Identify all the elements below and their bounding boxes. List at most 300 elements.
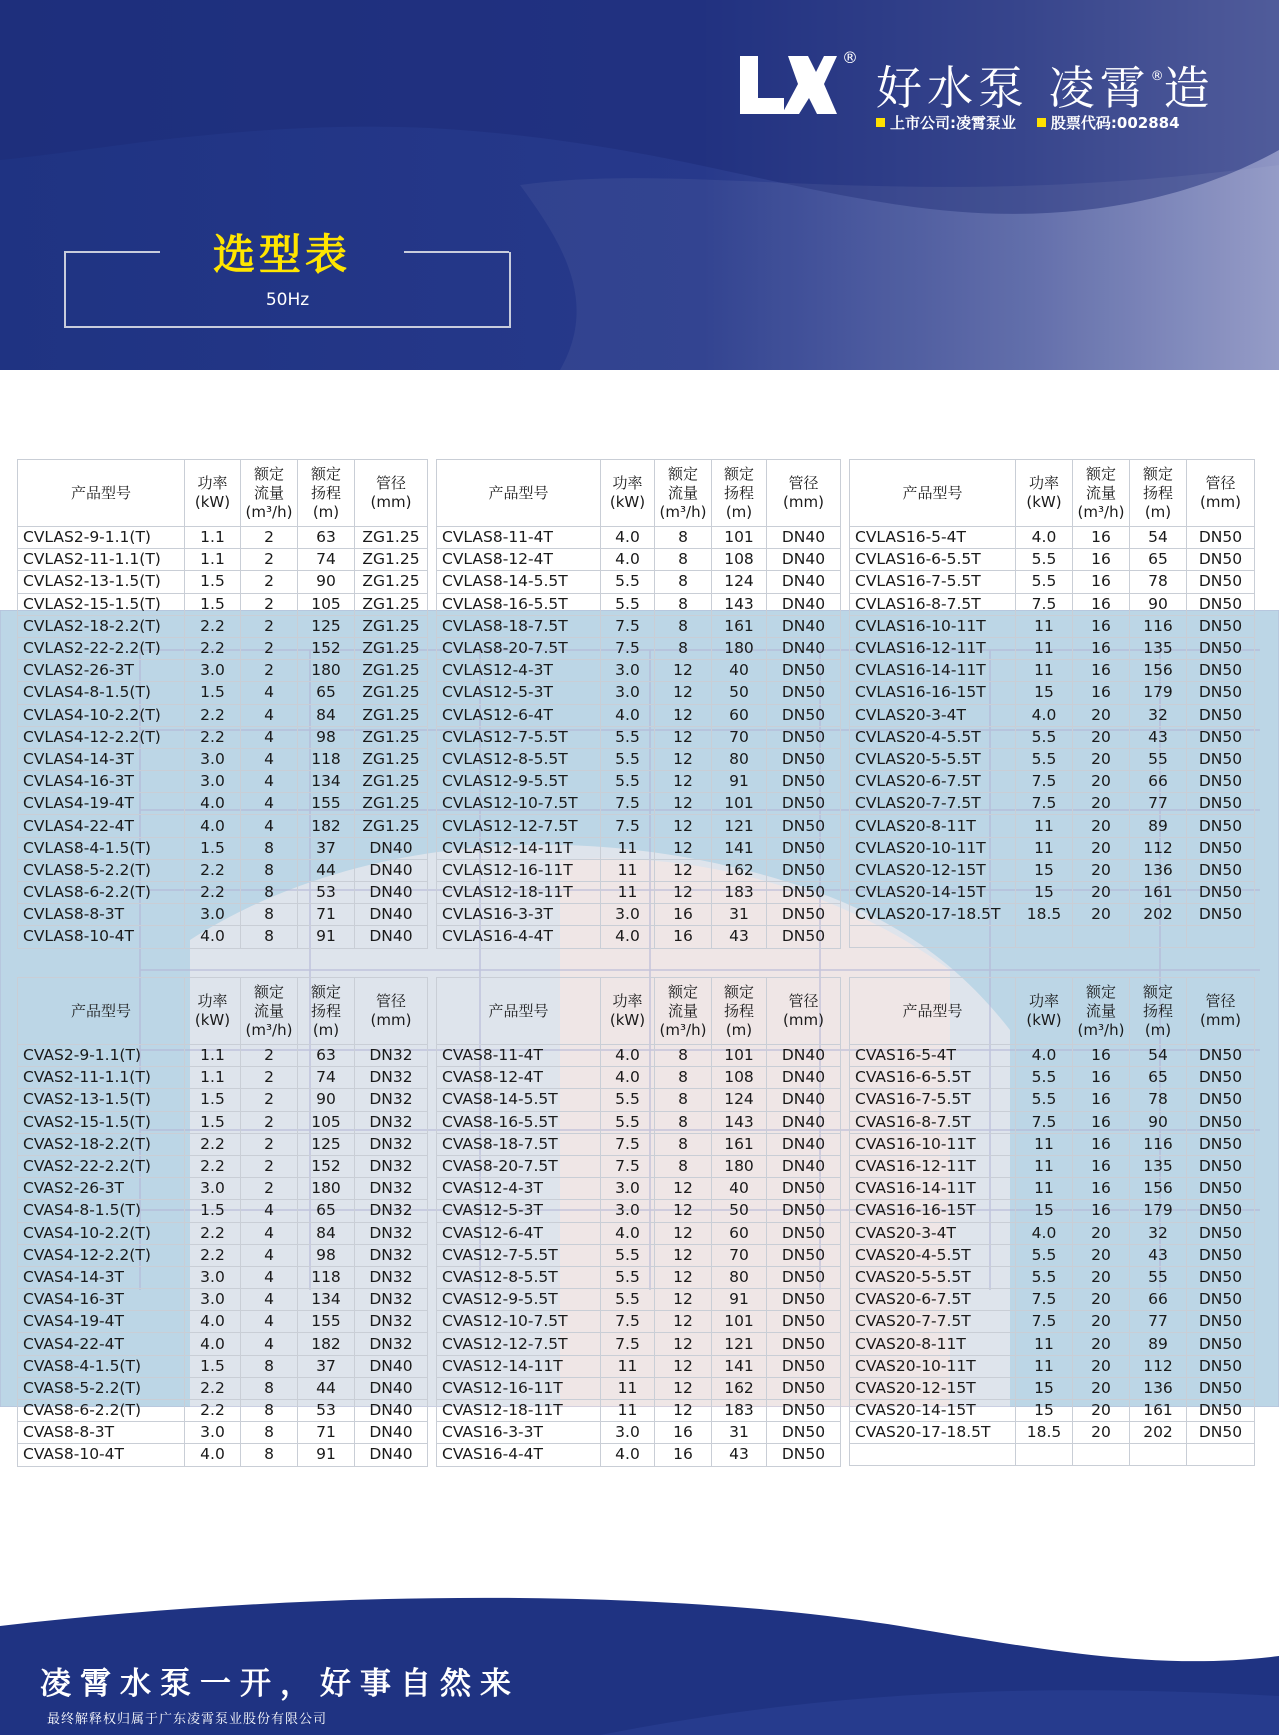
cell-flow: 12 [655, 1355, 712, 1377]
cell-flow: 16 [1073, 549, 1130, 571]
table-row [437, 1089, 841, 1111]
table-row [437, 1111, 841, 1133]
cell-flow: 4 [241, 682, 298, 704]
cell-pipe: DN50 [767, 1400, 841, 1422]
cell-model: CVAS4-16-3T [18, 1289, 185, 1311]
cell-head: 89 [1130, 1333, 1187, 1355]
cell-flow: 4 [241, 1333, 298, 1355]
header-model: 产品型号 [437, 978, 601, 1045]
cell-model: CVLAS8-14-5.5T [437, 571, 601, 593]
cell-model: CVAS4-22-4T [18, 1333, 185, 1355]
cell-model: CVAS8-6-2.2(T) [18, 1400, 185, 1422]
cell-power: 7.5 [1016, 593, 1073, 615]
cell-head: 101 [712, 1311, 767, 1333]
header-power: 功率 (kW) [1016, 460, 1073, 527]
cell-model: CVLAS16-7-5.5T [850, 571, 1016, 593]
cell-model: CVAS4-19-4T [18, 1311, 185, 1333]
cell-flow: 20 [1073, 748, 1130, 770]
cell-head: 183 [712, 882, 767, 904]
cell-head: 90 [1130, 1111, 1187, 1133]
table-row [437, 1045, 841, 1067]
cell-model: CVLAS2-22-2.2(T) [18, 637, 185, 659]
table-row [18, 1266, 428, 1288]
cell-power: 4.0 [185, 1311, 241, 1333]
cell-model: CVAS2-13-1.5(T) [18, 1089, 185, 1111]
cell-head: 121 [712, 1333, 767, 1355]
cell-flow: 20 [1073, 882, 1130, 904]
cell-flow: 4 [241, 1222, 298, 1244]
cell-power: 7.5 [601, 615, 655, 637]
cell-model: CVAS12-8-5.5T [437, 1266, 601, 1288]
slogan-part-c: 造 [1163, 61, 1215, 115]
cell-flow: 12 [655, 882, 712, 904]
cell-power: 7.5 [1016, 771, 1073, 793]
cell-empty [1016, 1444, 1073, 1466]
cell-pipe: DN50 [1187, 837, 1255, 859]
table-row [437, 859, 841, 881]
cell-head: 66 [1130, 1289, 1187, 1311]
cell-flow: 2 [241, 1133, 298, 1155]
cell-empty [1073, 1444, 1130, 1466]
cell-pipe: DN50 [767, 793, 841, 815]
cell-pipe: DN50 [1187, 726, 1255, 748]
cell-empty [850, 1444, 1016, 1466]
cell-head: 31 [712, 904, 767, 926]
cell-flow: 16 [1073, 1045, 1130, 1067]
table-header-row [18, 460, 428, 527]
table-row [437, 1266, 841, 1288]
cell-head: 124 [712, 1089, 767, 1111]
title-frame-line-right [404, 251, 509, 253]
cell-head: 124 [712, 571, 767, 593]
cell-flow: 8 [241, 1444, 298, 1466]
cell-head: 179 [1130, 1200, 1187, 1222]
cell-empty [1130, 1444, 1187, 1466]
table-row [18, 1111, 428, 1133]
cell-flow: 20 [1073, 1244, 1130, 1266]
cell-power: 4.0 [601, 527, 655, 549]
cell-flow: 8 [655, 527, 712, 549]
cell-flow: 12 [655, 704, 712, 726]
cell-flow: 16 [1073, 1089, 1130, 1111]
cell-pipe: DN50 [1187, 1244, 1255, 1266]
table-row [18, 1200, 428, 1222]
cell-power: 7.5 [601, 637, 655, 659]
cell-head: 125 [298, 1133, 355, 1155]
table-row [437, 1222, 841, 1244]
cell-head: 105 [298, 1111, 355, 1133]
cell-flow: 16 [1073, 571, 1130, 593]
cell-pipe: DN50 [767, 771, 841, 793]
cell-model: CVLAS4-14-3T [18, 748, 185, 770]
cell-pipe: DN50 [1187, 1200, 1255, 1222]
cell-head: 98 [298, 1244, 355, 1266]
cell-head: 65 [1130, 549, 1187, 571]
cell-model: CVLAS4-19-4T [18, 793, 185, 815]
cell-head: 54 [1130, 1045, 1187, 1067]
cell-power: 5.5 [601, 1089, 655, 1111]
cell-head: 180 [298, 1178, 355, 1200]
cell-pipe: DN32 [355, 1067, 428, 1089]
cell-flow: 8 [655, 571, 712, 593]
cell-pipe: DN32 [355, 1133, 428, 1155]
cell-pipe: DN50 [1187, 593, 1255, 615]
table-row [437, 682, 841, 704]
cell-head: 180 [712, 637, 767, 659]
table-row [850, 815, 1255, 837]
cell-flow: 4 [241, 793, 298, 815]
cell-model: CVAS8-4-1.5(T) [18, 1355, 185, 1377]
cell-model: CVLAS8-6-2.2(T) [18, 882, 185, 904]
cell-power: 2.2 [185, 1377, 241, 1399]
cell-power: 4.0 [1016, 1222, 1073, 1244]
cell-empty [1016, 926, 1073, 948]
cell-pipe: DN40 [767, 593, 841, 615]
cell-flow: 8 [655, 1155, 712, 1177]
cell-model: CVLAS12-10-7.5T [437, 793, 601, 815]
table-row [437, 1067, 841, 1089]
cell-model: CVLAS20-6-7.5T [850, 771, 1016, 793]
cell-power: 5.5 [601, 571, 655, 593]
cell-model: CVAS20-12-15T [850, 1377, 1016, 1399]
table-row [18, 704, 428, 726]
cell-head: 180 [298, 660, 355, 682]
cell-model: CVLAS2-11-1.1(T) [18, 549, 185, 571]
cell-flow: 12 [655, 771, 712, 793]
cell-head: 91 [712, 1289, 767, 1311]
table-row [850, 1178, 1255, 1200]
table-row [437, 882, 841, 904]
cell-head: 43 [712, 1444, 767, 1466]
cell-pipe: DN50 [1187, 637, 1255, 659]
cell-power: 7.5 [1016, 793, 1073, 815]
cell-flow: 12 [655, 1333, 712, 1355]
cell-power: 3.0 [601, 1422, 655, 1444]
cell-model: CVAS12-18-11T [437, 1400, 601, 1422]
table-row [18, 615, 428, 637]
cell-model: CVAS20-17-18.5T [850, 1422, 1016, 1444]
cell-flow: 8 [655, 1111, 712, 1133]
cell-power: 4.0 [601, 926, 655, 948]
cell-head: 135 [1130, 1155, 1187, 1177]
table-row [18, 1133, 428, 1155]
cell-head: 108 [712, 1067, 767, 1089]
table-row [18, 1400, 428, 1422]
cell-model: CVAS16-6-5.5T [850, 1067, 1016, 1089]
cell-head: 116 [1130, 615, 1187, 637]
cell-power: 4.0 [1016, 527, 1073, 549]
table-row [18, 1178, 428, 1200]
cell-head: 77 [1130, 1311, 1187, 1333]
header-power: 功率 (kW) [185, 460, 241, 527]
table-row [850, 527, 1255, 549]
cell-model: CVLAS20-5-5.5T [850, 748, 1016, 770]
cell-model: CVLAS12-6-4T [437, 704, 601, 726]
cell-pipe: DN40 [355, 1355, 428, 1377]
cell-flow: 2 [241, 593, 298, 615]
cell-flow: 12 [655, 726, 712, 748]
cell-head: 134 [298, 771, 355, 793]
cell-model: CVAS20-4-5.5T [850, 1244, 1016, 1266]
registered-mark-2: ® [1150, 69, 1164, 84]
cell-head: 183 [712, 1400, 767, 1422]
cell-empty [850, 926, 1016, 948]
table-row [18, 527, 428, 549]
cell-flow: 8 [655, 1133, 712, 1155]
cell-power: 3.0 [185, 1266, 241, 1288]
cell-pipe: DN40 [767, 615, 841, 637]
cell-flow: 20 [1073, 704, 1130, 726]
header-model: 产品型号 [18, 460, 185, 527]
registered-mark: ® [842, 48, 858, 67]
listed-company: 上市公司:凌霄泵业 [890, 114, 1016, 132]
table-row [18, 726, 428, 748]
header-head: 额定 扬程 (m) [298, 460, 355, 527]
table-row [18, 1311, 428, 1333]
table-row [850, 1422, 1255, 1444]
table-row [850, 1089, 1255, 1111]
cell-flow: 2 [241, 527, 298, 549]
header-model: 产品型号 [18, 978, 185, 1045]
cell-power: 5.5 [601, 726, 655, 748]
table-row [437, 926, 841, 948]
cell-flow: 20 [1073, 904, 1130, 926]
cell-flow: 2 [241, 1111, 298, 1133]
header-pipe: 管径 (mm) [355, 978, 428, 1045]
table-row [850, 1222, 1255, 1244]
cell-head: 143 [712, 593, 767, 615]
cell-power: 5.5 [601, 748, 655, 770]
cell-flow: 16 [1073, 682, 1130, 704]
cell-model: CVAS20-3-4T [850, 1222, 1016, 1244]
table-row [18, 660, 428, 682]
cell-head: 162 [712, 1377, 767, 1399]
cell-pipe: DN50 [1187, 1155, 1255, 1177]
cell-flow: 16 [1073, 1200, 1130, 1222]
header-pipe: 管径 (mm) [767, 978, 841, 1045]
table-row [18, 1444, 428, 1466]
cell-head: 84 [298, 704, 355, 726]
cell-model: CVAS20-8-11T [850, 1333, 1016, 1355]
cell-model: CVAS20-5-5.5T [850, 1266, 1016, 1288]
cell-flow: 12 [655, 748, 712, 770]
cell-model: CVLAS4-8-1.5(T) [18, 682, 185, 704]
table-row [437, 1200, 841, 1222]
cell-model: CVLAS12-16-11T [437, 859, 601, 881]
cell-pipe: DN40 [767, 1111, 841, 1133]
cell-model: CVLAS8-4-1.5(T) [18, 837, 185, 859]
table-row [437, 593, 841, 615]
cell-power: 3.0 [185, 660, 241, 682]
title-frame-line-left [64, 251, 160, 253]
cell-model: CVAS16-16-15T [850, 1200, 1016, 1222]
cell-power: 1.5 [185, 1111, 241, 1133]
cell-pipe: DN32 [355, 1333, 428, 1355]
cell-model: CVAS20-10-11T [850, 1355, 1016, 1377]
table-row [18, 1377, 428, 1399]
cell-model: CVLAS20-10-11T [850, 837, 1016, 859]
header-head: 额定 扬程 (m) [712, 978, 767, 1045]
cell-head: 101 [712, 1045, 767, 1067]
cell-flow: 4 [241, 1289, 298, 1311]
cell-flow: 20 [1073, 1333, 1130, 1355]
cell-power: 1.1 [185, 1067, 241, 1089]
header-flow: 额定 流量 (m³/h) [1073, 978, 1130, 1045]
cell-flow: 16 [655, 926, 712, 948]
cell-flow: 12 [655, 793, 712, 815]
cell-power: 11 [1016, 1133, 1073, 1155]
cell-empty [1187, 1444, 1255, 1466]
cell-head: 53 [298, 1400, 355, 1422]
cell-head: 90 [298, 571, 355, 593]
cell-power: 2.2 [185, 882, 241, 904]
cell-power: 1.5 [185, 571, 241, 593]
cell-head: 44 [298, 1377, 355, 1399]
cell-pipe: DN40 [767, 1089, 841, 1111]
cell-head: 84 [298, 1222, 355, 1244]
cell-flow: 20 [1073, 771, 1130, 793]
table-row [437, 1133, 841, 1155]
cell-pipe: DN32 [355, 1178, 428, 1200]
cell-power: 11 [1016, 660, 1073, 682]
cell-head: 80 [712, 748, 767, 770]
cell-power: 7.5 [601, 815, 655, 837]
cell-pipe: DN50 [1187, 882, 1255, 904]
cell-pipe: DN50 [1187, 682, 1255, 704]
cell-model: CVAS4-10-2.2(T) [18, 1222, 185, 1244]
cell-flow: 12 [655, 1377, 712, 1399]
cell-pipe: DN50 [767, 1377, 841, 1399]
cell-power: 7.5 [1016, 1111, 1073, 1133]
table-row [437, 1355, 841, 1377]
cell-model: CVLAS4-10-2.2(T) [18, 704, 185, 726]
table-row [850, 726, 1255, 748]
cell-power: 5.5 [1016, 549, 1073, 571]
spec-table-cvlas-1 [17, 459, 428, 949]
cell-power: 2.2 [185, 704, 241, 726]
cell-model: CVLAS16-12-11T [850, 637, 1016, 659]
cell-pipe: DN40 [355, 904, 428, 926]
table-row [437, 793, 841, 815]
cell-pipe: DN32 [355, 1244, 428, 1266]
cell-power: 4.0 [601, 704, 655, 726]
cell-power: 4.0 [601, 1222, 655, 1244]
cell-model: CVAS2-15-1.5(T) [18, 1111, 185, 1133]
cell-power: 4.0 [185, 926, 241, 948]
cell-head: 179 [1130, 682, 1187, 704]
cell-model: CVLAS12-5-3T [437, 682, 601, 704]
cell-flow: 8 [241, 882, 298, 904]
cell-model: CVLAS20-17-18.5T [850, 904, 1016, 926]
table-row [850, 793, 1255, 815]
frequency-label: 50Hz [265, 290, 310, 310]
cell-pipe: DN50 [1187, 527, 1255, 549]
cell-model: CVAS8-11-4T [437, 1045, 601, 1067]
cell-flow: 2 [241, 549, 298, 571]
cell-power: 11 [601, 1377, 655, 1399]
cell-power: 1.1 [185, 1045, 241, 1067]
cell-flow: 20 [1073, 815, 1130, 837]
table-header-row [850, 460, 1255, 527]
cell-power: 11 [1016, 837, 1073, 859]
cell-model: CVAS12-16-11T [437, 1377, 601, 1399]
table-row [850, 837, 1255, 859]
table-header-row [850, 978, 1255, 1045]
cell-head: 143 [712, 1111, 767, 1133]
cell-flow: 12 [655, 1400, 712, 1422]
cell-flow: 4 [241, 748, 298, 770]
cell-flow: 16 [1073, 1155, 1130, 1177]
cell-power: 5.5 [1016, 748, 1073, 770]
cell-pipe: ZG1.25 [355, 527, 428, 549]
cell-model: CVLAS16-6-5.5T [850, 549, 1016, 571]
cell-head: 156 [1130, 1178, 1187, 1200]
cell-pipe: DN50 [1187, 771, 1255, 793]
table-row [850, 1244, 1255, 1266]
cell-power: 4.0 [601, 1067, 655, 1089]
cell-model: CVLAS8-11-4T [437, 527, 601, 549]
spec-table-cvlas-2 [436, 459, 841, 949]
cell-pipe: DN50 [767, 1222, 841, 1244]
cell-pipe: ZG1.25 [355, 549, 428, 571]
cell-model: CVLAS12-12-7.5T [437, 815, 601, 837]
cell-head: 182 [298, 815, 355, 837]
cell-model: CVLAS16-14-11T [850, 660, 1016, 682]
table-row [437, 1244, 841, 1266]
cell-model: CVAS4-14-3T [18, 1266, 185, 1288]
table-row [18, 748, 428, 770]
cell-head: 43 [712, 926, 767, 948]
cell-pipe: DN50 [1187, 660, 1255, 682]
cell-pipe: DN40 [767, 527, 841, 549]
cell-head: 105 [298, 593, 355, 615]
cell-head: 161 [1130, 1400, 1187, 1422]
cell-flow: 12 [655, 1244, 712, 1266]
cell-pipe: DN50 [767, 660, 841, 682]
table-row [18, 1244, 428, 1266]
cell-power: 15 [1016, 682, 1073, 704]
cell-power: 2.2 [185, 1222, 241, 1244]
cell-flow: 20 [1073, 1400, 1130, 1422]
table-row [850, 904, 1255, 926]
table-row [18, 682, 428, 704]
table-row [437, 660, 841, 682]
table-row [437, 748, 841, 770]
cell-power: 18.5 [1016, 1422, 1073, 1444]
cell-head: 202 [1130, 904, 1187, 926]
cell-head: 78 [1130, 571, 1187, 593]
table-row [850, 1045, 1255, 1067]
cell-pipe: DN50 [767, 926, 841, 948]
table-row [18, 926, 428, 948]
cell-flow: 12 [655, 815, 712, 837]
header-pipe: 管径 (mm) [355, 460, 428, 527]
table-row [18, 1089, 428, 1111]
table-row [437, 637, 841, 659]
company-info [876, 112, 1180, 133]
cell-head: 91 [298, 1444, 355, 1466]
cell-head: 125 [298, 615, 355, 637]
cell-power: 3.0 [601, 904, 655, 926]
table-row [18, 771, 428, 793]
cell-flow: 20 [1073, 1355, 1130, 1377]
cell-pipe: DN50 [1187, 704, 1255, 726]
cell-power: 1.5 [185, 837, 241, 859]
cell-head: 101 [712, 793, 767, 815]
cell-flow: 16 [1073, 615, 1130, 637]
cell-pipe: DN50 [1187, 859, 1255, 881]
cell-model: CVAS12-7-5.5T [437, 1244, 601, 1266]
